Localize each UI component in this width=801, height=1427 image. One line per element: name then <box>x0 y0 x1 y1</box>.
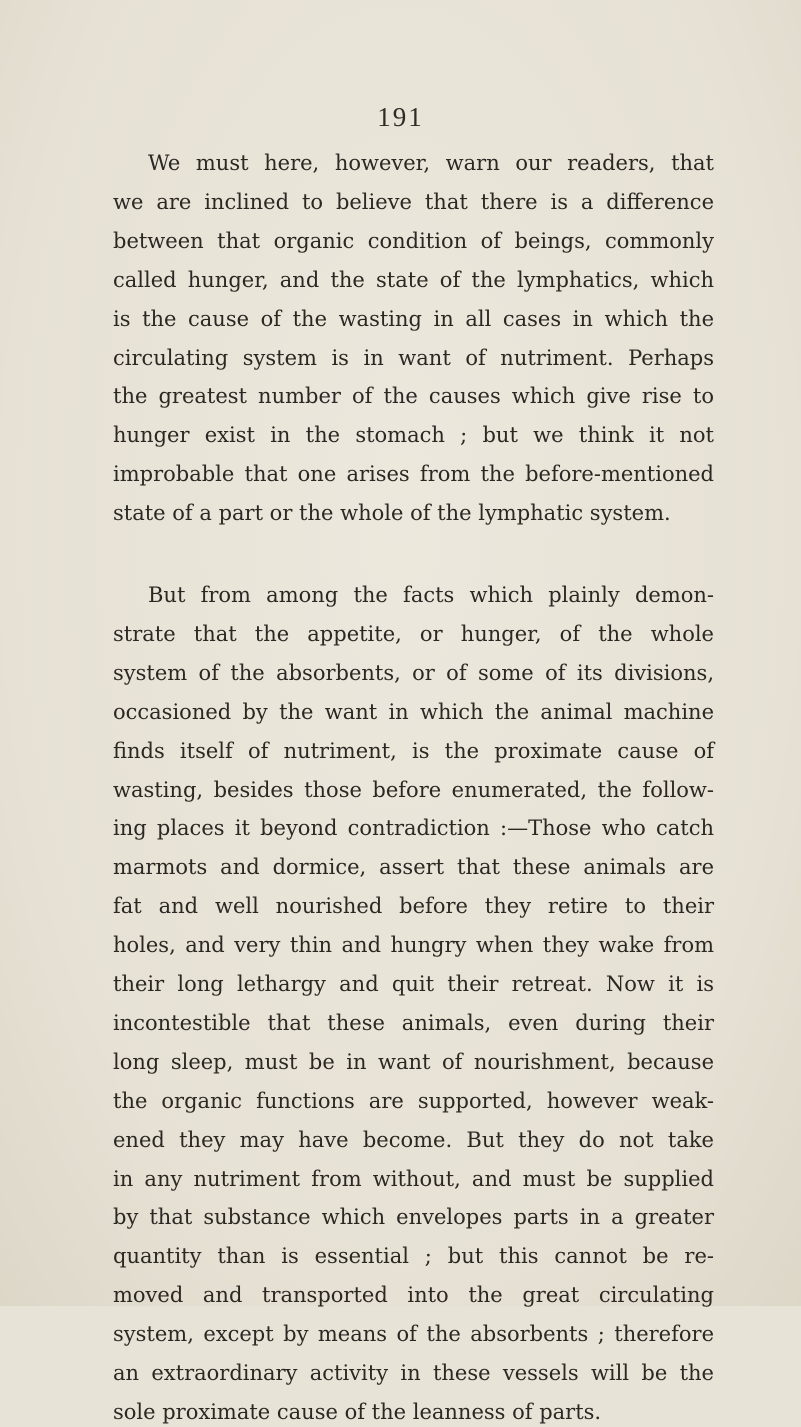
text-line: improbable that one arises from the before-mentioned <box>113 462 714 487</box>
text-line: system of the absorbents, or of some of its divisions, <box>113 660 714 685</box>
text-line: incontestible that these animals, even during their <box>113 1010 714 1035</box>
text-line: marmots and dormice, assert that these animals are <box>113 855 714 880</box>
text-line: in any nutriment from without, and must be supplied <box>113 1166 714 1191</box>
text-line: the greatest number of the causes which give rise to <box>113 384 714 409</box>
text-line: finds itself of nutriment, is the proximate cause of <box>113 738 714 763</box>
text-line: long sleep, must be in want of nourishment, because <box>113 1049 714 1074</box>
text-line: by that substance which envelopes parts in a greater <box>113 1205 714 1230</box>
text-line: sole proximate cause of the leanness of parts. <box>113 1399 602 1424</box>
text-line: state of a part or the whole of the lymphatic system. <box>113 501 671 526</box>
text-line: is the cause of the wasting in all cases in which the <box>113 306 714 331</box>
text-line: their long lethargy and quit their retreat. Now it is <box>113 972 714 996</box>
text-line: We must here, however, warn our readers, that <box>148 151 714 175</box>
text-line: moved and transported into the great circulating <box>113 1283 714 1308</box>
text-line: quantity than is essential ; but this cannot be re- <box>113 1244 714 1269</box>
text-line: ing places it beyond contradiction :—Those who catch <box>113 816 714 841</box>
text-line: called hunger, and the state of the lymphatics, which <box>113 267 714 292</box>
text-line: But from among the facts which plainly demon- <box>148 583 714 607</box>
text-line: fat and well nourished before they retire to their <box>113 894 714 919</box>
text-line: system, except by means of the absorbents ; therefore <box>113 1322 714 1347</box>
text-line: ened they may have become. But they do not take <box>113 1127 714 1152</box>
text-line: occasioned by the want in which the animal machine <box>113 699 714 724</box>
text-line: an extraordinary activity in these vessels will be the <box>113 1361 714 1385</box>
text-line: hunger exist in the stomach ; but we think it not <box>113 423 714 448</box>
text-line: circulating system is in want of nutriment. Perhaps <box>113 345 714 370</box>
page-number: 191 <box>377 102 424 132</box>
text-line: holes, and very thin and hungry when they wake from <box>113 933 714 958</box>
text-line: strate that the appetite, or hunger, of the whole <box>113 621 714 646</box>
text-line: between that organic condition of beings, commonly <box>113 228 714 253</box>
text-line: wasting, besides those before enumerated, the follow- <box>113 777 714 802</box>
text-line: the organic functions are supported, however weak- <box>113 1088 714 1113</box>
text-line: we are inclined to believe that there is a difference <box>113 189 714 214</box>
